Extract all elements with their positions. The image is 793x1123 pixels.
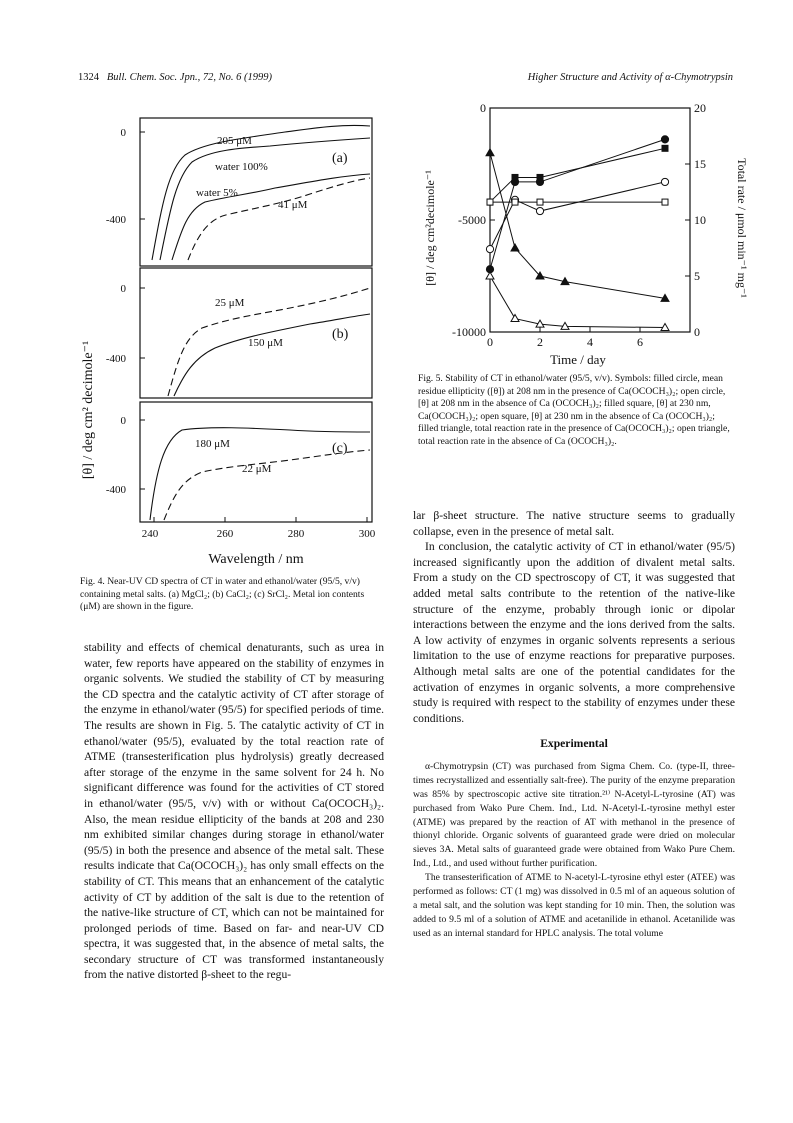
fig4-a-curve-205: [152, 125, 370, 260]
fig4-a-label-41: 41 μM: [278, 199, 308, 211]
section-title-experimental: Experimental: [540, 737, 608, 751]
fig4-xtick-260: 260: [216, 528, 234, 540]
fig4-c-curve-22: [164, 450, 370, 520]
body-right-column: [413, 508, 735, 941]
fig5-point-open-circle: [486, 246, 493, 253]
fig4-panel-c: [140, 402, 372, 522]
fig4-a-label-205: 205 μM: [217, 135, 252, 147]
fig5-point-filled-triangle: [486, 149, 494, 156]
running-header-left: [78, 72, 272, 83]
body-paragraph: lar β-sheet structure. The native structure seems to gradually collapse, even in the presence of metal salt.: [413, 509, 735, 538]
fig4-a-ytick-0: 0: [120, 127, 126, 139]
figure-5: [420, 100, 750, 368]
body-paragraph: In conclusion, the catalytic activity of CT in ethanol/water (95/5) increased significantly upon the addition of divalent metal salts. From a study on the CD spectroscopy of CT, it was suggested that added metal salts contribute to the retention of the native-like structure of the enzyme, probably through ionic or dipolar interactions between the enzyme and the ions derived from the salts. A low activity of enzymes in organic solvents represents a serious limitation to the use of enzyme reactions for preparative purposes. Although metal salts are one of the potential candidates for the activation of enzymes in organic solvents, a more comprehensive study is required with respect to the stability of enzymes under these conditions.: [413, 540, 735, 725]
fig5-point-filled-circle: [661, 136, 668, 143]
fig5-series-line-open-circle: [490, 182, 665, 249]
fig5-point-open-square: [537, 199, 543, 205]
fig4-c-ytick-0: 0: [120, 415, 126, 427]
fig4-xlabel: Wavelength / nm: [208, 552, 304, 567]
fig4-c-ytick-400: -400: [105, 484, 126, 496]
fig5-ytick-right-label: 0: [694, 325, 700, 339]
fig4-a-label-water5: water 5%: [196, 187, 238, 199]
fig5-point-open-square: [487, 199, 493, 205]
fig4-b-tag: (b): [332, 327, 349, 342]
body-left-column: [84, 640, 384, 983]
figure-4: [70, 110, 390, 570]
fig5-xtick-label: 6: [637, 335, 643, 349]
fig4-c-label-22: 22 μM: [242, 463, 272, 475]
fig5-ytick-left-label: -5000: [458, 213, 486, 227]
running-title: Higher Structure and Activity of α-Chymotrypsin: [527, 72, 733, 83]
fig5-point-filled-square: [537, 174, 543, 180]
experimental-text: [413, 760, 735, 941]
fig5-xtick-label: 0: [487, 335, 493, 349]
fig5-point-open-circle: [536, 207, 543, 214]
fig5-point-filled-square: [662, 145, 668, 151]
fig5-xtick-label: 2: [537, 335, 543, 349]
fig5-xlabel: Time / day: [550, 352, 606, 367]
fig5-point-open-square: [512, 199, 518, 205]
fig4-c-tag: (c): [332, 441, 348, 456]
fig4-xtick-300: 300: [358, 528, 376, 540]
fig5-point-open-square: [662, 199, 668, 205]
fig4-xtick-280: 280: [287, 528, 305, 540]
fig5-point-filled-triangle: [511, 244, 519, 251]
page-number: 1324: [78, 72, 99, 83]
fig4-a-label-water100: water 100%: [215, 161, 268, 173]
experimental-paragraph: α-Chymotrypsin (CT) was purchased from Sigma Chem. Co. (type-II, three- times recrystallized and essentially salt-free). The purity of the enzyme preparation was 85% by spectroscopic active site titration.²¹⁾ N-Acetyl-L-tyrosine (AT) was purchased from Wako Pure Chem. Ind., Ltd. N-Acetyl-L-tyrosine methyl ester (ATME) was prepared by the reaction of AT with methanol in the presence of thionyl chloride. Organic solvents of guaranteed grade were dried on molecular sieves 3A. Metal salts of guaranteed grade were obtained from Wako Pure Chem. Ind., Ltd., and used without further purification.: [413, 760, 735, 870]
fig5-caption: Fig. 5. Stability of CT in ethanol/water (95/5, v/v). Symbols: filled circle, mean residue ellipticity ([θ]) at 208 nm in the presence of Ca(OCOCH₃)₂; open circle, [θ] at 208 nm in the absence of Ca (OCOCH₃)₂; filled square, [θ] at 230 nm, Ca(OCOCH₃)₂; open square, [θ] at 230 nm in the absence of Ca (OCOCH₃)₂; filled triangle, total reaction rate in the presence of Ca(OCOCH₃)₂; open triangle, total reaction rate in the absence of Ca (OCOCH₃)₂.: [418, 373, 730, 447]
fig5-ytick-right-label: 15: [694, 157, 706, 171]
fig5-ytick-right-label: 5: [694, 269, 700, 283]
journal-citation: Bull. Chem. Soc. Jpn., 72, No. 6 (1999): [106, 72, 272, 83]
fig5-ytick-right-label: 10: [694, 213, 706, 227]
fig4-ylabel: [θ] / deg cm² decimole⁻¹: [81, 340, 96, 480]
fig4-b-ytick-0: 0: [120, 283, 126, 295]
fig4-a-ytick-400: -400: [105, 214, 126, 226]
fig5-ytick-left-label: -10000: [452, 325, 486, 339]
fig4-c-label-180: 180 μM: [195, 438, 230, 450]
fig5-ylabel-left: [θ] / deg cm²decimole⁻¹: [423, 170, 437, 286]
fig5-point-open-triangle: [511, 315, 519, 322]
fig5-ytick-right-label: 20: [694, 101, 706, 115]
fig4-a-tag: (a): [332, 151, 348, 166]
fig4-b-label-25: 25 μM: [215, 297, 245, 309]
fig5-point-open-triangle: [486, 272, 494, 279]
fig4-xtick-240: 240: [141, 528, 159, 540]
fig5-point-filled-square: [512, 174, 518, 180]
fig5-plot-frame: [490, 108, 690, 332]
fig4-b-label-150: 150 μM: [248, 337, 283, 349]
fig4-caption: Fig. 4. Near-UV CD spectra of CT in water and ethanol/water (95/5, v/v) containing metal salts. (a) MgCl₂; (b) CaCl₂; (c) SrCl₂. Metal ion contents (μM) are shown in the figure.: [80, 576, 365, 613]
fig5-xtick-label: 4: [587, 335, 593, 349]
body-paragraph: stability and effects of chemical denaturants, such as urea in water, few reports have appeared on the stability of enzymes in organic solvents. We studied the stability of CT by measuring the CD spectra and the catalytic activity of CT after storage of the enzyme in ethanol/water (95/5) for specified periods of time. The results are shown in Fig. 5. The catalytic activity of CT in ethanol/water (95/5), evaluated by the total reaction rate of ATME (transesterification plus hydrolysis) greatly decreased after storage of the enzyme in the same solvent for 24 h. No significant difference was found for the activities of CT stored in ethanol/water (95/5, v/v) with or without Ca(OCOCH₃)₂. Also, the mean residue ellipticity of the bands at 208 and 230 nm exhibited similar changes during storage in ethanol/water (95/5) in both the presence and absence of the metal salt. These results indicate that Ca(OCOCH₃)₂ has only small effects on the stability of CT. This means that an enhancement of the catalytic activity of CT by addition of the salt is due to the retention of the native-like structure of CT, which can not be maintained for prolonged periods of time. Based on far- and near-UV CD spectra, it was suggested that, in the absence of metal salts, the secondary structure of CT was transformed instantaneously from the native distorted β-sheet to the regu-: [84, 641, 384, 982]
fig5-ytick-left-label: 0: [480, 101, 486, 115]
experimental-paragraph: The transesterification of ATME to N-acetyl-L-tyrosine ethyl ester (ATEE) was performed as follows: CT (1 mg) was dissolved in 0.5 ml of an aqueous solution of a metal salt, and the solution was kept standing for 10 min. Then, the solution was added to 9.5 ml of a solution of ATME and acetanilide in ethanol. Acetanilide was used as an internal standard for HPLC analysis. The total volume: [413, 872, 735, 939]
fig5-point-open-circle: [661, 178, 668, 185]
fig5-ylabel-right: Total rate / μmol min⁻¹ mg⁻¹: [735, 158, 749, 298]
fig4-b-ytick-400: -400: [105, 353, 126, 365]
